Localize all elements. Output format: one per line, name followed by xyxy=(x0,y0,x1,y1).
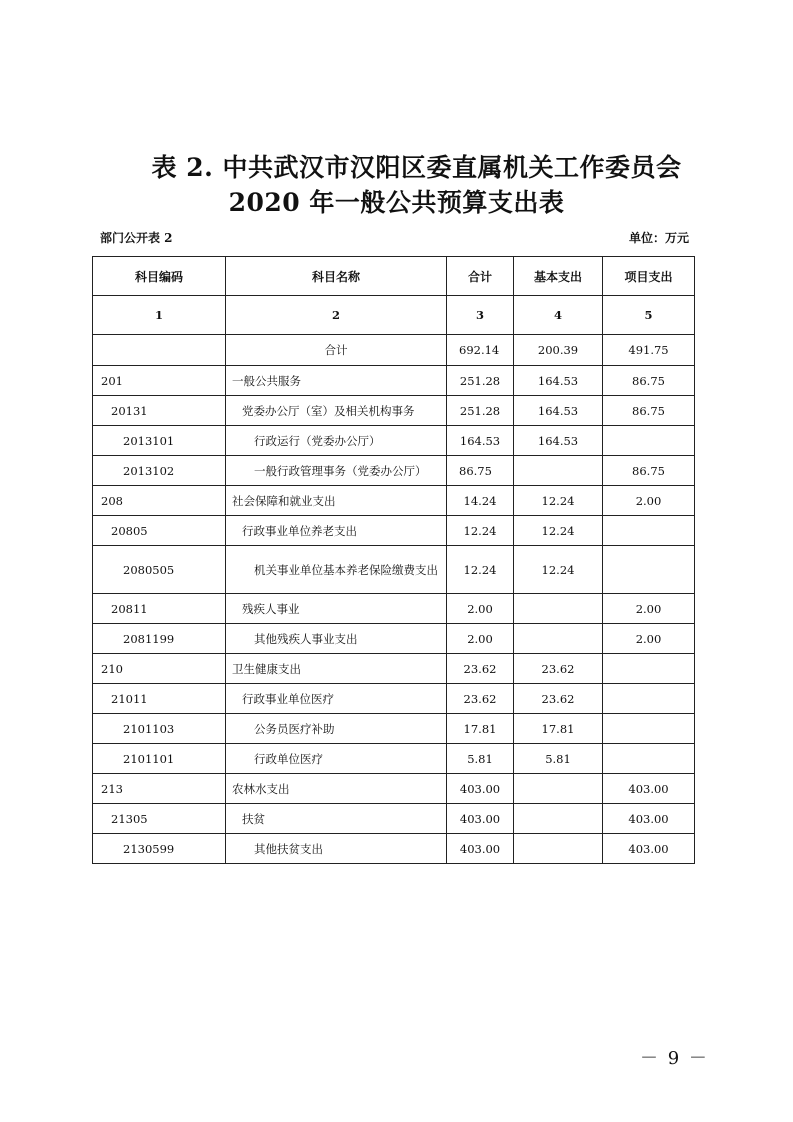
table-row xyxy=(93,516,695,546)
index-cell: 2 xyxy=(226,296,447,335)
basic-cell xyxy=(514,624,603,654)
table-header-row xyxy=(93,257,695,296)
name-cell: 扶贫 xyxy=(226,804,447,834)
basic-cell: 12.24 xyxy=(514,516,603,546)
name-cell: 机关事业单位基本养老保险缴费支出 xyxy=(226,546,447,594)
total-cell: 251.28 xyxy=(447,366,514,396)
basic-cell: 12.24 xyxy=(514,486,603,516)
project-cell xyxy=(603,546,695,594)
name-cell: 残疾人事业 xyxy=(226,594,447,624)
basic-cell: 12.24 xyxy=(514,546,603,594)
total-cell: 23.62 xyxy=(447,654,514,684)
basic-cell xyxy=(514,834,603,864)
header-name: 科目名称 xyxy=(226,257,447,296)
table-row xyxy=(93,684,695,714)
total-cell: 403.00 xyxy=(447,804,514,834)
basic-cell: 23.62 xyxy=(514,654,603,684)
basic-cell: 164.53 xyxy=(514,366,603,396)
basic-cell xyxy=(514,456,603,486)
code-cell: 2130599 xyxy=(93,834,226,864)
basic-cell: 17.81 xyxy=(514,714,603,744)
code-cell: 2080505 xyxy=(93,546,226,594)
document-title-line2: 2020 年一般公共预算支出表 xyxy=(228,188,565,217)
code-cell: 20811 xyxy=(93,594,226,624)
total-amount-cell: 692.14 xyxy=(447,335,514,366)
basic-cell xyxy=(514,804,603,834)
project-cell: 2.00 xyxy=(603,486,695,516)
project-cell: 2.00 xyxy=(603,594,695,624)
basic-cell xyxy=(514,774,603,804)
table-row xyxy=(93,624,695,654)
name-cell: 公务员医疗补助 xyxy=(226,714,447,744)
total-cell: 2.00 xyxy=(447,594,514,624)
total-row xyxy=(93,335,695,366)
project-cell: 86.75 xyxy=(603,456,695,486)
project-cell xyxy=(603,744,695,774)
project-cell xyxy=(603,516,695,546)
total-basic-cell: 200.39 xyxy=(514,335,603,366)
total-cell: 86.75 xyxy=(447,456,514,486)
basic-cell: 164.53 xyxy=(514,426,603,456)
name-cell: 行政运行（党委办公厅） xyxy=(226,426,447,456)
code-cell: 2013102 xyxy=(93,456,226,486)
code-cell: 210 xyxy=(93,654,226,684)
total-project-cell: 491.75 xyxy=(603,335,695,366)
project-cell: 86.75 xyxy=(603,396,695,426)
table-row xyxy=(93,714,695,744)
table-row xyxy=(93,426,695,456)
total-cell: 5.81 xyxy=(447,744,514,774)
project-cell xyxy=(603,684,695,714)
total-cell: 12.24 xyxy=(447,516,514,546)
project-cell: 403.00 xyxy=(603,804,695,834)
basic-cell: 5.81 xyxy=(514,744,603,774)
code-cell: 2081199 xyxy=(93,624,226,654)
page-number: － 9 － xyxy=(640,1048,709,1069)
basic-cell: 164.53 xyxy=(514,396,603,426)
total-name-cell: 合计 xyxy=(226,335,447,366)
header-total: 合计 xyxy=(447,257,514,296)
basic-cell xyxy=(514,594,603,624)
total-code-cell xyxy=(93,335,226,366)
code-cell: 213 xyxy=(93,774,226,804)
code-cell: 2101103 xyxy=(93,714,226,744)
name-cell: 党委办公厅（室）及相关机构事务 xyxy=(226,396,447,426)
index-cell: 1 xyxy=(93,296,226,335)
total-cell: 17.81 xyxy=(447,714,514,744)
name-cell: 一般公共服务 xyxy=(226,366,447,396)
table-row xyxy=(93,486,695,516)
code-cell: 201 xyxy=(93,366,226,396)
total-cell: 403.00 xyxy=(447,834,514,864)
index-cell: 4 xyxy=(514,296,603,335)
total-cell: 251.28 xyxy=(447,396,514,426)
project-cell: 86.75 xyxy=(603,366,695,396)
code-cell: 20131 xyxy=(93,396,226,426)
table-row xyxy=(93,396,695,426)
name-cell: 其他扶贫支出 xyxy=(226,834,447,864)
table-row xyxy=(93,804,695,834)
name-cell: 行政事业单位养老支出 xyxy=(226,516,447,546)
project-cell xyxy=(603,714,695,744)
header-code: 科目编码 xyxy=(93,257,226,296)
total-cell: 403.00 xyxy=(447,774,514,804)
total-cell: 14.24 xyxy=(447,486,514,516)
table-row xyxy=(93,594,695,624)
code-cell: 21011 xyxy=(93,684,226,714)
project-cell: 403.00 xyxy=(603,834,695,864)
table-row xyxy=(93,744,695,774)
index-cell: 5 xyxy=(603,296,695,335)
project-cell: 2.00 xyxy=(603,624,695,654)
document-title-line1: 表 2. 中共武汉市汉阳区委直属机关工作委员会 xyxy=(151,153,682,182)
budget-expenditure-table xyxy=(92,256,695,864)
header-basic: 基本支出 xyxy=(514,257,603,296)
name-cell: 卫生健康支出 xyxy=(226,654,447,684)
name-cell: 行政单位医疗 xyxy=(226,744,447,774)
name-cell: 行政事业单位医疗 xyxy=(226,684,447,714)
table-row xyxy=(93,654,695,684)
table-row xyxy=(93,774,695,804)
name-cell: 其他残疾人事业支出 xyxy=(226,624,447,654)
code-cell: 2013101 xyxy=(93,426,226,456)
total-cell: 23.62 xyxy=(447,684,514,714)
name-cell: 社会保障和就业支出 xyxy=(226,486,447,516)
project-cell: 403.00 xyxy=(603,774,695,804)
basic-cell: 23.62 xyxy=(514,684,603,714)
project-cell xyxy=(603,426,695,456)
project-cell xyxy=(603,654,695,684)
total-cell: 2.00 xyxy=(447,624,514,654)
total-cell: 164.53 xyxy=(447,426,514,456)
code-cell: 208 xyxy=(93,486,226,516)
table-row xyxy=(93,546,695,594)
unit-label: 单位：万元 xyxy=(628,231,689,245)
code-cell: 20805 xyxy=(93,516,226,546)
table-row xyxy=(93,834,695,864)
table-row xyxy=(93,456,695,486)
header-project: 项目支出 xyxy=(603,257,695,296)
total-cell: 12.24 xyxy=(447,546,514,594)
name-cell: 农林水支出 xyxy=(226,774,447,804)
column-index-row xyxy=(93,296,695,335)
code-cell: 2101101 xyxy=(93,744,226,774)
table-row xyxy=(93,366,695,396)
code-cell: 21305 xyxy=(93,804,226,834)
name-cell: 一般行政管理事务（党委办公厅） xyxy=(226,456,447,486)
table-id-label: 部门公开表 2 xyxy=(100,231,173,245)
index-cell: 3 xyxy=(447,296,514,335)
